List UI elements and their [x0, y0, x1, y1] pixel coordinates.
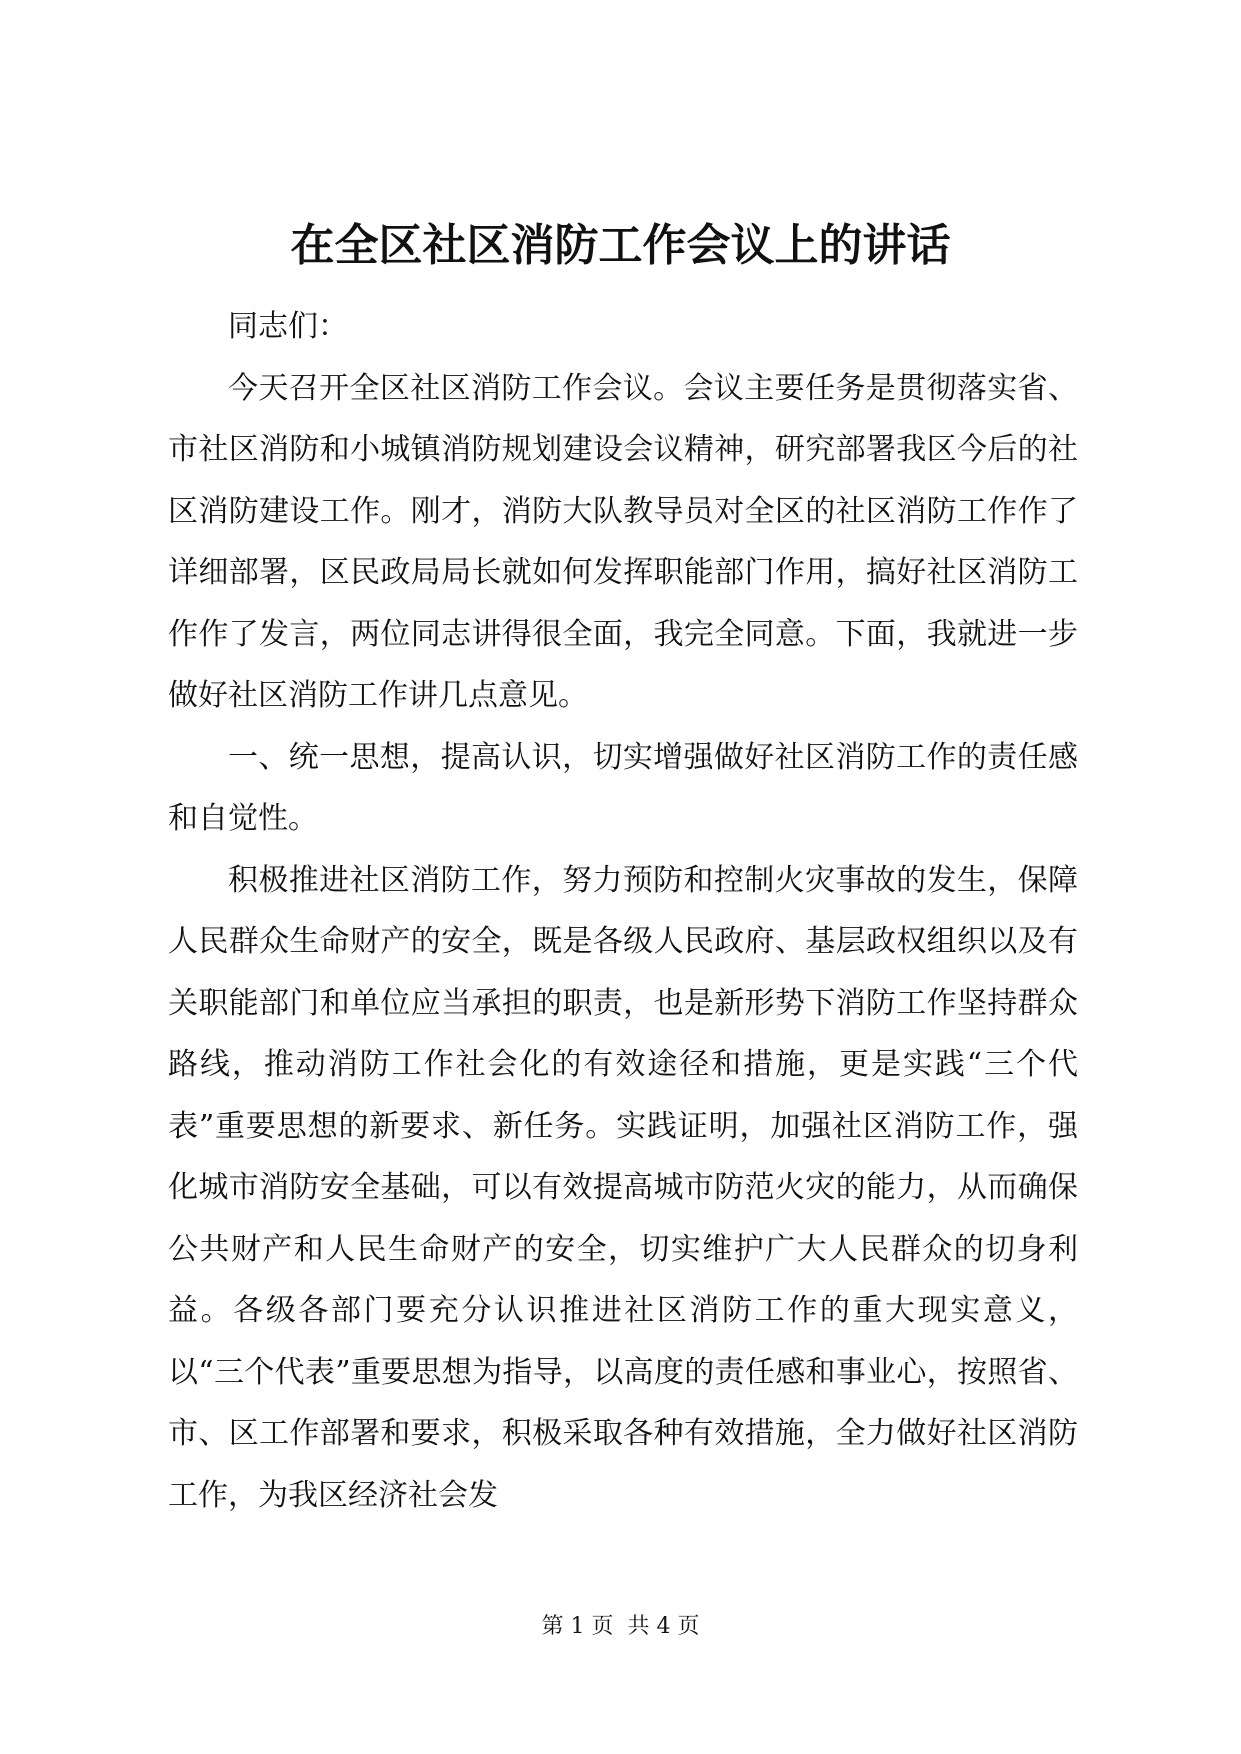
document-title: 在全区社区消防工作会议上的讲话 — [290, 220, 951, 271]
page-number-footer: 第 1 页 共 4 页 — [541, 1614, 700, 1639]
document-body — [168, 296, 1078, 1526]
body-paragraph: 积极推进社区消防工作，努力预防和控制火灾事故的发生，保障人民群众生命财产的安全，既是各级人民政府、基层政权组织以及有关职能部门和单位应当承担的职责，也是新形势下消防工作坚持群众路线，推动消防工作社会化的有效途径和措施，更是实践“三个代表”重要思想的新要求、新任务。实践证明，加强社区消防工作，强化城市消防安全基础，可以有效提高城市防范火灾的能力，从而确保公共财产和人民生命财产的安全，切实维护广大人民群众的切身利益。各级各部门要充分认识推进社区消防工作的重大现实意义，以“三个代表”重要思想为指导，以高度的责任感和事业心，按照省、市、区工作部署和要求，积极采取各种有效措施，全力做好社区消防工作，为我区经济社会发 — [168, 862, 1078, 1513]
section-heading-paragraph: 一、统一思想，提高认识，切实增强做好社区消防工作的责任感和自觉性。 — [168, 739, 1078, 836]
intro-paragraph: 今天召开全区社区消防工作会议。会议主要任务是贯彻落实省、市社区消防和小城镇消防规划建设会议精神，研究部署我区今后的社区消防建设工作。刚才，消防大队教导员对全区的社区消防工作作了详细部署，区民政局局长就如何发挥职能部门作用，搞好社区消防工作作了发言，两位同志讲得很全面，我完全同意。下面，我就进一步做好社区消防工作讲几点意见。 — [168, 370, 1078, 713]
salutation-paragraph: 同志们： — [228, 309, 348, 344]
